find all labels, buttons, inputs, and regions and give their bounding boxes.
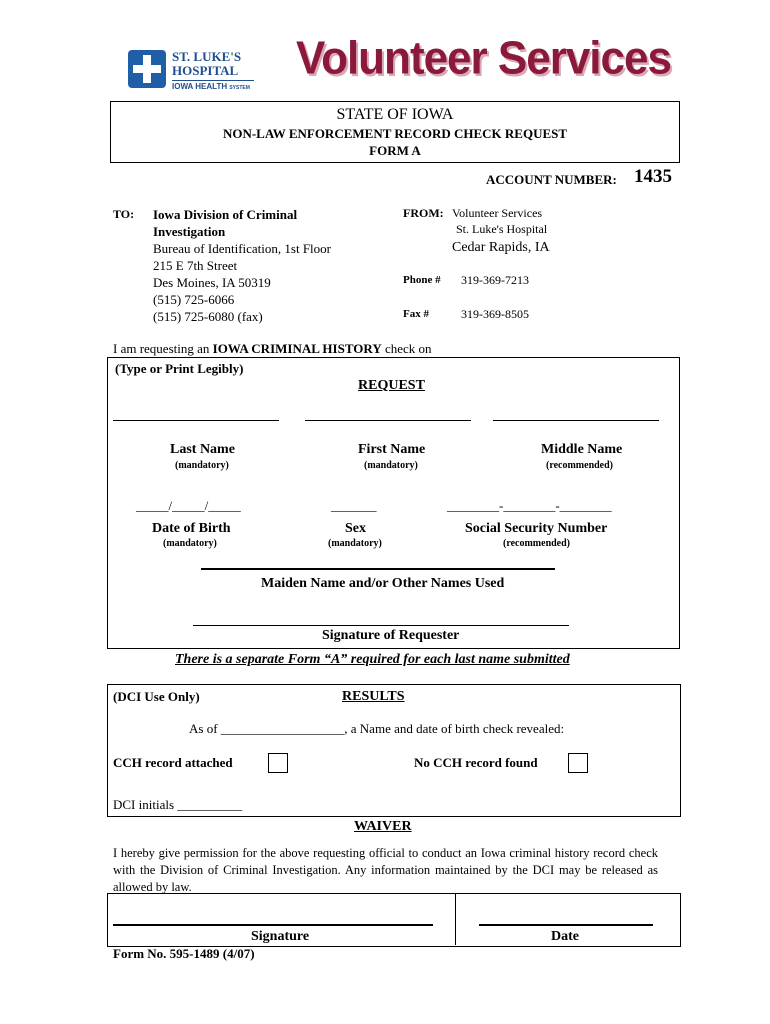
to-phone: (515) 725-6066 xyxy=(153,292,235,307)
last-name-label: Last Name xyxy=(170,442,235,457)
cch-attached-checkbox[interactable] xyxy=(268,753,288,773)
dob-label: Date of Birth xyxy=(152,521,231,536)
to-name1: Iowa Division of Criminal xyxy=(153,207,298,222)
cch-attached-label: CCH record attached xyxy=(113,755,233,770)
logo-line1: ST. LUKE'S xyxy=(172,49,242,64)
from-fax-label: Fax # xyxy=(403,308,429,320)
middle-name-label: Middle Name xyxy=(541,442,623,457)
sex-req: (mandatory) xyxy=(328,538,382,549)
waiver-text: I hereby give permission for the above requesting official to conduct an Iowa criminal history record check with the Division of Criminal Investigation. Any information maintained by the DCI may be released as allowed by law. xyxy=(113,846,658,894)
as-of-text: As of ___________________, a Name and date of birth check revealed: xyxy=(189,721,565,736)
from-line1: Volunteer Services xyxy=(452,206,543,220)
request-intro-prefix: I am requesting an xyxy=(113,341,213,356)
from-line2: St. Luke's Hospital xyxy=(456,222,548,236)
from-label: FROM: xyxy=(403,206,444,220)
from-line3: Cedar Rapids, IA xyxy=(452,240,550,255)
last-name-field[interactable] xyxy=(113,420,279,421)
signature-divider xyxy=(455,893,456,945)
middle-name-field[interactable] xyxy=(493,420,659,421)
signature-field[interactable] xyxy=(113,924,433,926)
dob-field[interactable]: _____/_____/_____ xyxy=(136,498,241,513)
from-fax: 319-369-8505 xyxy=(461,307,529,321)
logo-line2: HOSPITAL xyxy=(172,63,239,78)
ssn-req: (recommended) xyxy=(503,538,571,549)
from-phone-label: Phone # xyxy=(403,274,441,286)
request-intro xyxy=(113,341,432,357)
no-cch-checkbox[interactable] xyxy=(568,753,588,773)
from-phone: 319-369-7213 xyxy=(461,273,529,287)
results-heading: RESULTS xyxy=(342,689,405,704)
waiver-heading: WAIVER xyxy=(354,819,412,834)
sex-label: Sex xyxy=(345,521,366,536)
account-label: ACCOUNT NUMBER: xyxy=(486,172,617,187)
maiden-name-field[interactable] xyxy=(201,568,555,570)
signature-box xyxy=(107,893,681,947)
last-name-req: (mandatory) xyxy=(175,460,229,471)
hospital-logo xyxy=(172,50,254,94)
ssn-label: Social Security Number xyxy=(465,521,608,536)
form-title: NON-LAW ENFORCEMENT RECORD CHECK REQUEST xyxy=(222,126,568,141)
ssn-field[interactable]: ________-________-________ xyxy=(447,498,612,513)
first-name-field[interactable] xyxy=(305,420,471,421)
signature-requester-label: Signature of Requester xyxy=(322,628,460,643)
separate-form-note: There is a separate Form “A” required for each last name submitted xyxy=(175,652,570,667)
to-address xyxy=(153,206,331,325)
dci-initials: DCI initials __________ xyxy=(113,797,243,812)
sex-field[interactable]: _______ xyxy=(331,498,377,513)
signature-requester-field[interactable] xyxy=(193,625,569,626)
maiden-name-label: Maiden Name and/or Other Names Used xyxy=(261,576,505,591)
hospital-logo-cross-icon xyxy=(128,50,166,88)
form-subtitle: FORM A xyxy=(369,143,421,158)
date-field[interactable] xyxy=(479,924,653,926)
to-label: TO: xyxy=(113,207,135,221)
to-addr3: Des Moines, IA 50319 xyxy=(153,275,271,290)
middle-name-req: (recommended) xyxy=(546,460,614,471)
to-addr1: Bureau of Identification, 1st Floor xyxy=(153,241,331,256)
type-print-label: (Type or Print Legibly) xyxy=(115,361,244,376)
to-addr2: 215 E 7th Street xyxy=(153,258,238,273)
form-number: Form No. 595-1489 (4/07) xyxy=(113,946,255,961)
date-label: Date xyxy=(551,929,579,944)
state-title: STATE OF IOWA xyxy=(336,106,454,123)
account-number: 1435 xyxy=(634,166,672,187)
dob-req: (mandatory) xyxy=(163,538,217,549)
first-name-req: (mandatory) xyxy=(364,460,418,471)
volunteer-services-banner: Volunteer Services xyxy=(296,32,671,85)
logo-line3: IOWA HEALTH xyxy=(172,82,228,91)
to-fax: (515) 725-6080 (fax) xyxy=(153,309,263,324)
signature-label: Signature xyxy=(251,929,310,944)
dci-use-label: (DCI Use Only) xyxy=(113,689,200,704)
no-cch-label: No CCH record found xyxy=(414,755,538,770)
logo-line3b: SYSTEM xyxy=(229,85,250,91)
request-intro-bold: IOWA CRIMINAL HISTORY xyxy=(212,341,382,356)
request-intro-suffix: check on xyxy=(381,341,432,356)
to-name2: Investigation xyxy=(153,224,226,239)
request-heading: REQUEST xyxy=(358,378,425,393)
header-box xyxy=(110,101,680,163)
first-name-label: First Name xyxy=(358,442,426,457)
